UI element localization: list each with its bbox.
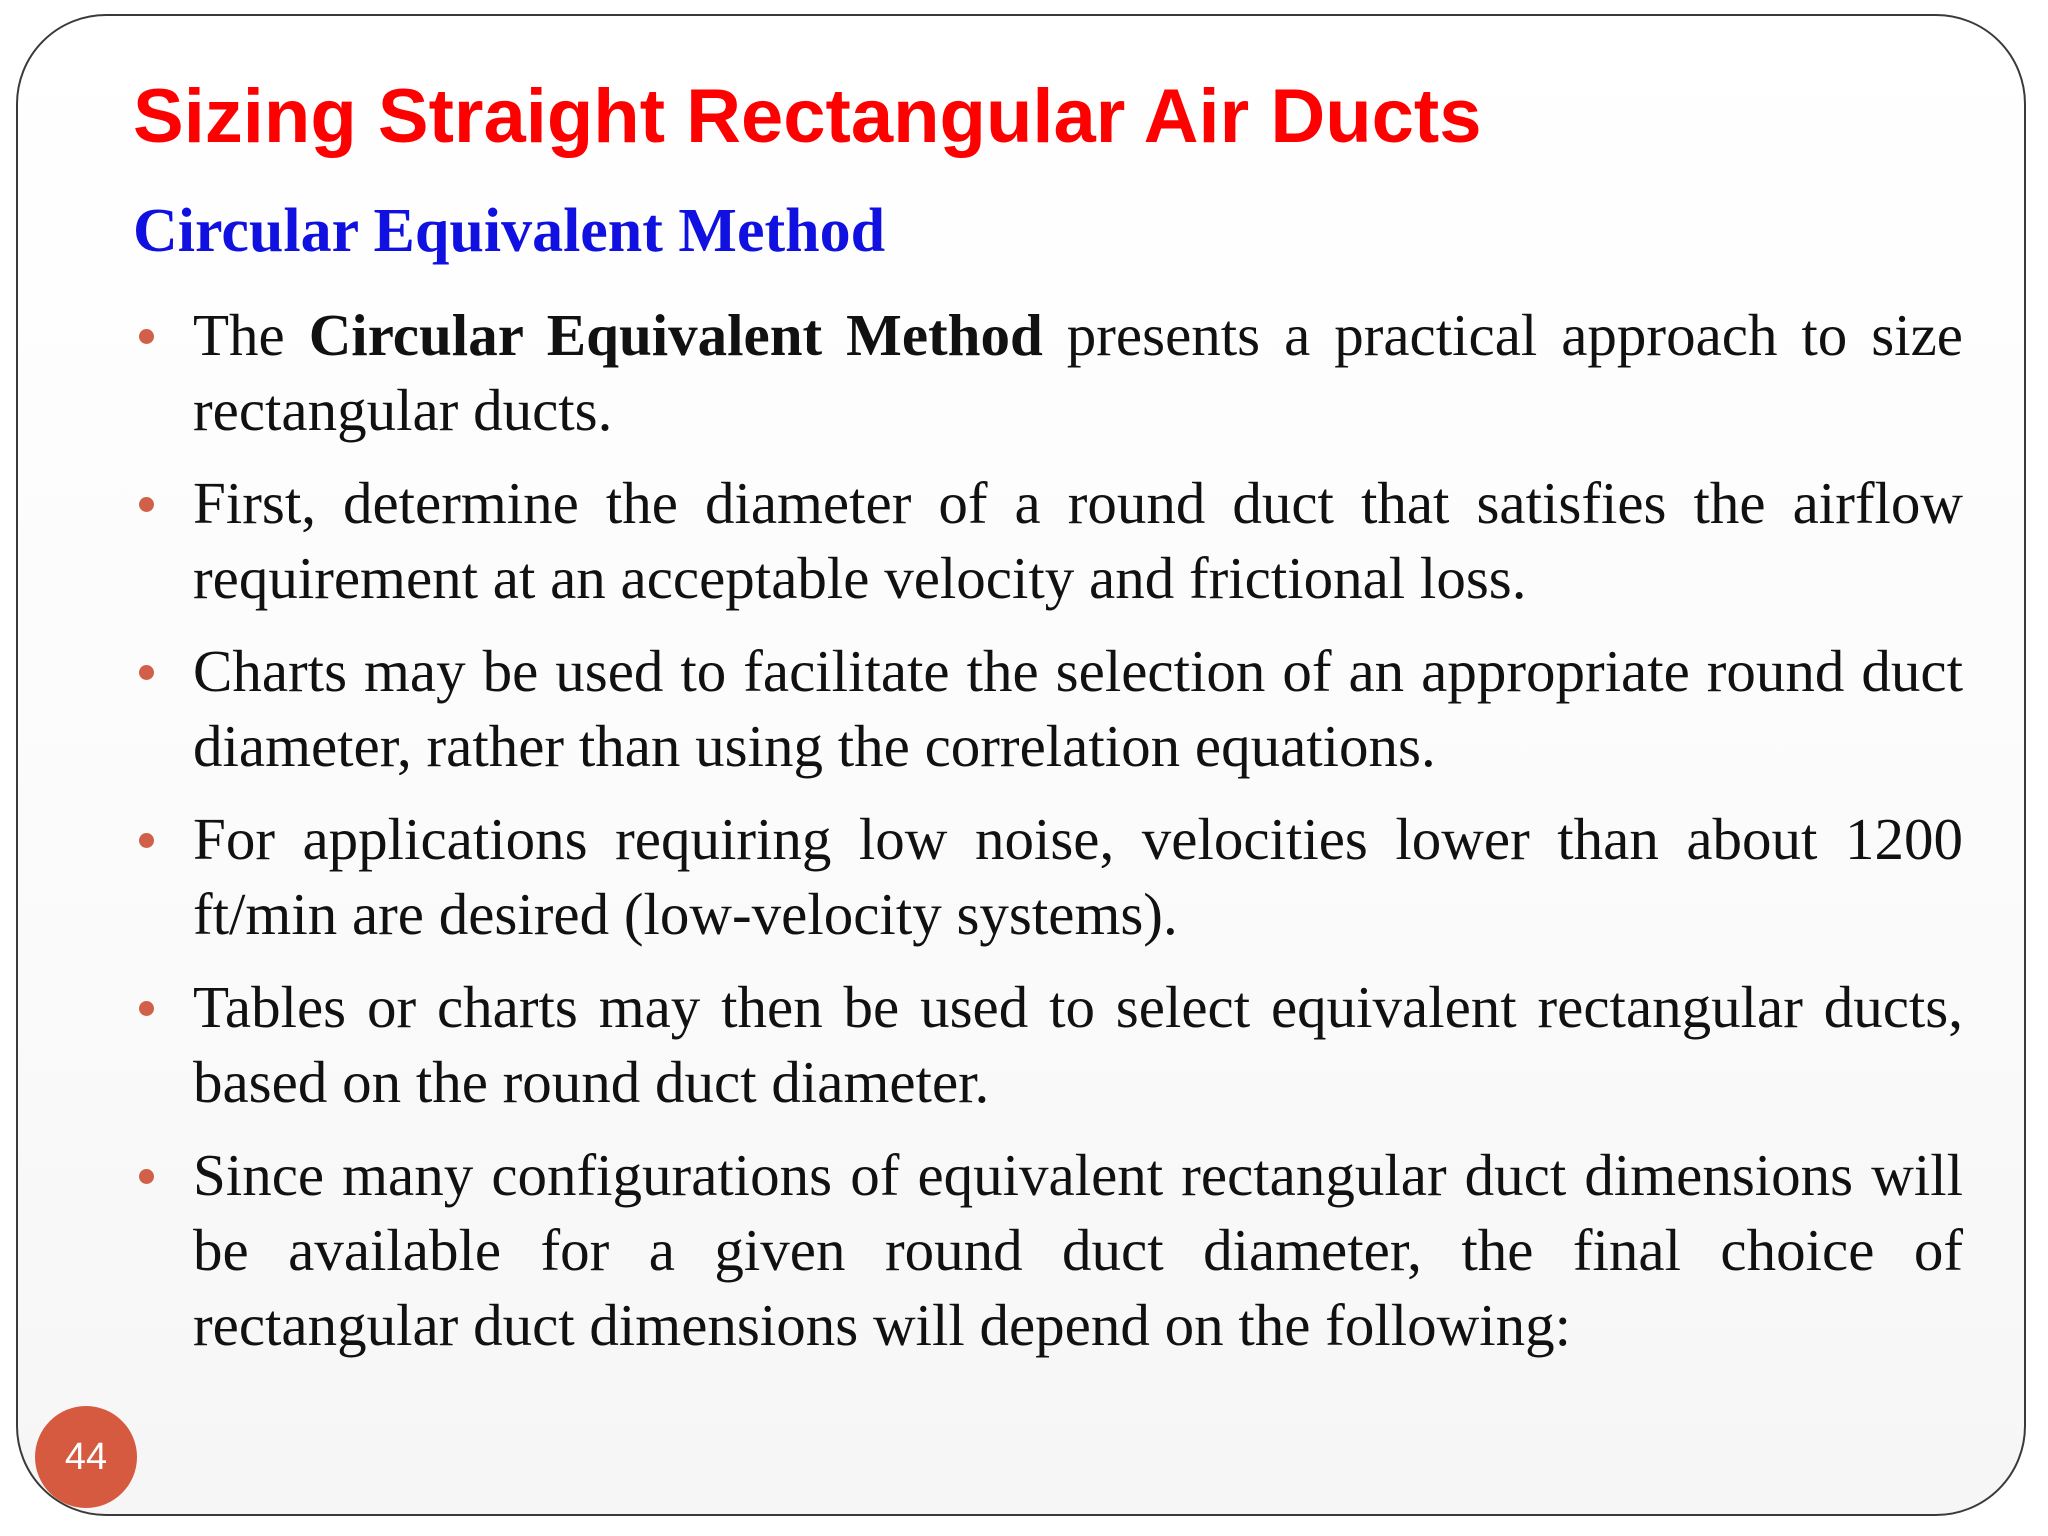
slide-title: Sizing Straight Rectangular Air Ducts — [133, 74, 1482, 159]
bullet-text: Since many configurations of equivalent rectangular duct dimensions will be available for a given round duct diameter, the final choice of rectangular duct dimensions will depend on the following: — [193, 1142, 1963, 1358]
bullet-item — [133, 634, 1963, 784]
bullet-dot-icon — [139, 497, 154, 512]
bullet-item — [133, 802, 1963, 952]
bullet-item — [133, 298, 1963, 448]
bullet-text — [193, 302, 1963, 443]
page-number-badge: 44 — [35, 1406, 137, 1508]
bullet-text-prefix: The — [193, 302, 309, 368]
bullet-dot-icon — [139, 1001, 154, 1016]
bullet-item — [133, 1138, 1963, 1363]
bullet-dot-icon — [139, 1169, 154, 1184]
bullet-text: First, determine the diameter of a round duct that satisfies the airflow requirement at an acceptable velocity and frictional loss. — [193, 470, 1963, 611]
bullet-text: For applications requiring low noise, velocities lower than about 1200 ft/min are desired (low-velocity systems). — [193, 806, 1963, 947]
bullet-dot-icon — [139, 329, 154, 344]
bullet-item — [133, 970, 1963, 1120]
slide — [16, 14, 2026, 1516]
bullet-text-suffix: presents a practical approach to size rectangular ducts. — [193, 302, 1963, 443]
bullet-text: Charts may be used to facilitate the selection of an appropriate round duct diameter, rather than using the correlation equations. — [193, 638, 1963, 779]
bullet-text-bold: Circular Equivalent Method — [308, 302, 1043, 368]
bullet-text: Tables or charts may then be used to select equivalent rectangular ducts, based on the round duct diameter. — [193, 974, 1963, 1115]
bullet-dot-icon — [139, 665, 154, 680]
bullet-item — [133, 466, 1963, 616]
bullet-list — [133, 298, 1963, 1381]
bullet-dot-icon — [139, 833, 154, 848]
slide-subtitle: Circular Equivalent Method — [133, 197, 886, 265]
